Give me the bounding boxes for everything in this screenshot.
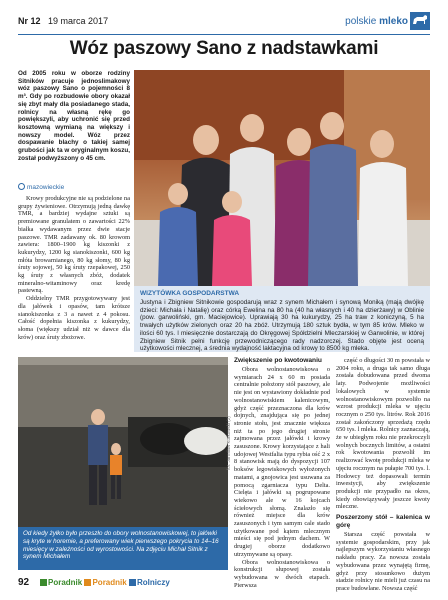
publication-logo: [40, 578, 170, 587]
body-paragraph: część o długości 30 m powstała w 2004 roku, a druga tak samo długa została dobudowana przed dwoma laty. Podwojenie możliwości lokalowych w systemie wolnostanowiskowym pozwoliło na wzrost produkcji mleka w ujęciu rocznym o 250 tys. litrów. Rok 2016 został zakończony sprzedażą rzędu 650 tys. l mleka. Rolnicy zaznaczają, że w ubiegłym roku nie przekroczyli wolnych bocznych limitów, a ostatni rok kwotowania pozwolił im realizować kwotę produkcji mleka w ujęciu rocznym na pułapie 700 tys. l. Hodowcy też dopasowali termin inwestycji, aby zwiększenie produkcji nie przypadło na okres, kiedy obowiązywały jeszcze kwoty mleczne.: [336, 357, 430, 511]
pub-name-2: Poradnik: [92, 578, 127, 587]
article-lead: Od 2005 roku w oborze rodziny Sitników pracuje jednoslimakowy wóz paszowy Sano o pojemności 8 m³. Gdy po rozbudowie obory okazał się zbyt mały dla posiadanego stada, rolnicy na własną rękę go powiększyli, aby uchronić się przed kosztowną wymianą na większy i nowszy model. Wóz przez dospawanie blachy o takiej samej grubości jak ta w oryginalnym koszu, został podwyższony o 45 cm.: [18, 70, 130, 162]
article-headline: Wóz paszowy Sano z nadstawkami: [69, 38, 379, 59]
body-paragraph: Krowy produkcyjne nie są podzielone na grupy żywieniowe. Otrzymują jedną dawkę TMR, a bardziej wydajne sztuki są premiowane granulatem o zawartości 22% białka wydawanym przez dwie stacje paszowe. TMR zadawany ok. 80 krowom zawiera: 1800–1900 kg kiszonki z kukurydzy, 1200 kg sianokiszonki, 600 kg młóta browarnianego, 80 kg słomy, 80 kg śruty sojowej, 50 kg śruty rzepakowej, 250 kg śruty z własnych zbóż, dodatek mineralno-witaminowy oraz kredę pastewną.: [18, 195, 130, 295]
body-paragraph: Obora wolnostanowiskowa o konstrukcji słupowej została wybudowana w dwóch etapach. Pierwsza: [234, 558, 330, 589]
issue-number: Nr 12: [18, 16, 41, 26]
barn-photo-illustration: [18, 357, 228, 527]
section-subhead: Poszerzony stół – kalenica w górę: [336, 514, 430, 530]
brand-word: mleko: [379, 16, 408, 27]
farm-profile-text: Justyna i Zbigniew Sitnikowie gospodarują wraz z synem Michałem i synową Moniką (mają dwójkę dzieci: Michała i Natalię) oraz córką Ewelina na 80 ha (40 ha własnych i 40 ha dzierżawy) w Oblinie (pow. garwoliński, gm. Maciejowice). Uprawiają 30 ha kukurydzy, 25 ha traw z koniczyną, 5 ha trwałych użytków zielonych oraz 20 ha zbóż. Utrzymują 180 sztuk bydła, w tym 85 krów. Mleko w ilości 60 tys. l miesięcznie dostarczają do Okręgowej Spółdzielni Mleczarskiej w Garwolinie, w której Zbigniew Sitnik pełni funkcję przewodniczącego rady nadzorczej. Stado objęte jest oceną użytkowości mlecznej, a średnia wydajność laktacyjna od krowy to 8500 kg mleka.: [140, 299, 424, 353]
barn-photo-caption: Od kiedy żyłko było przeszło do obory wolnostanowiskowej, to jałówki są kryte w horemie, a preferowany wiek pierwszego pokrycia to 14–16 miesięcy w zależności od wyrostowości. Na zdjęciu Michał Sitnik z synem Michałem: [18, 527, 228, 570]
pub-logo-box-3: [129, 579, 136, 586]
cow-icon: [410, 12, 430, 30]
section-brand: [345, 16, 408, 27]
pub-name-3: Rolniczy: [136, 578, 170, 587]
pub-name-1: Poradnik: [48, 578, 83, 587]
pub-logo-box-1: [40, 579, 47, 586]
issue-info: [18, 16, 108, 26]
body-paragraph: Oddzielny TMR przygotowywany jest dla jałówek i opasów, tam krótsze sianokiszonka z 3 a nawet z 4 pokosu. Całość dopełnia kiszonka z kukurydzy, słoma (większy udział niż w dawce dla krów) oraz śruty zbożowe.: [18, 295, 130, 341]
header-rule: [18, 34, 430, 35]
farm-profile-box: [134, 286, 430, 352]
barn-photo: [18, 357, 228, 527]
family-photo-illustration: [134, 70, 430, 286]
photo-credit: fot. Jarosław Kurkowski (2): [226, 416, 231, 470]
right-column: [336, 357, 430, 593]
brand-prefix: polskie: [345, 16, 377, 27]
left-column: [18, 195, 130, 341]
section-subhead: Zwiększenie po kwotowaniu: [234, 357, 322, 364]
body-paragraph: Obora wolnostanowiskowa o wymiarach 24 x 60 m posiada centralnie położony stół paszowy, ale nie jest on wystawiony dokładnie pod wolnostanowiskiem kalenicowym, gdyż część przeznaczona dla krów dojnych, znajdująca się po jednej stronie stołu, jest znacznie większa niż ta po jego drugiej stronie zajmowana przez jałówki i krowy zasuszone. Krowy korzystające z hali udojowej Westfalia typu rybia ość 2 x 8 stanowisk mają do dyspozycji 107 boksów legowiskowych wyłożonych matami, a gnojowica jest usuwana za pomocą zgarniacza typu Delta. Cielęta i jałówki są pogrupowane wiekowo ale w 16 kojcach ściełowych słomą. Znalazło się również miejsce dla krów zasuszonych i tym samym cale stado użytkowane pod kątem mlecznym mieści się pod jednym dachem. W drugiej oborze dodatkowo utrzymywane są opasy.: [234, 366, 330, 558]
middle-column: [234, 357, 330, 589]
page-header: [18, 16, 430, 32]
location-pin-icon: [18, 183, 25, 190]
issue-date: 19 marca 2017: [48, 16, 109, 26]
farm-profile-title: WIZYTÓWKA GOSPODARSTWA: [140, 290, 240, 297]
region-tag: [18, 183, 130, 191]
family-photo: [134, 70, 430, 286]
pub-logo-box-2: [84, 579, 91, 586]
region-label: mazowieckie: [27, 184, 65, 191]
page-footer: [18, 577, 430, 591]
page-number: 92: [18, 577, 30, 588]
body-paragraph: Starsza część powstała w systemie gospodarskim, przy jak najlepszym wykorzystaniu własnego nakładu pracy. Za nowsza została wybudowana przez wynajętą firmę, gdyż przy stosunkowo dużym stadzie rolnicy nie mieli już czasu na prace budowlane. Nowsza część: [336, 531, 430, 592]
